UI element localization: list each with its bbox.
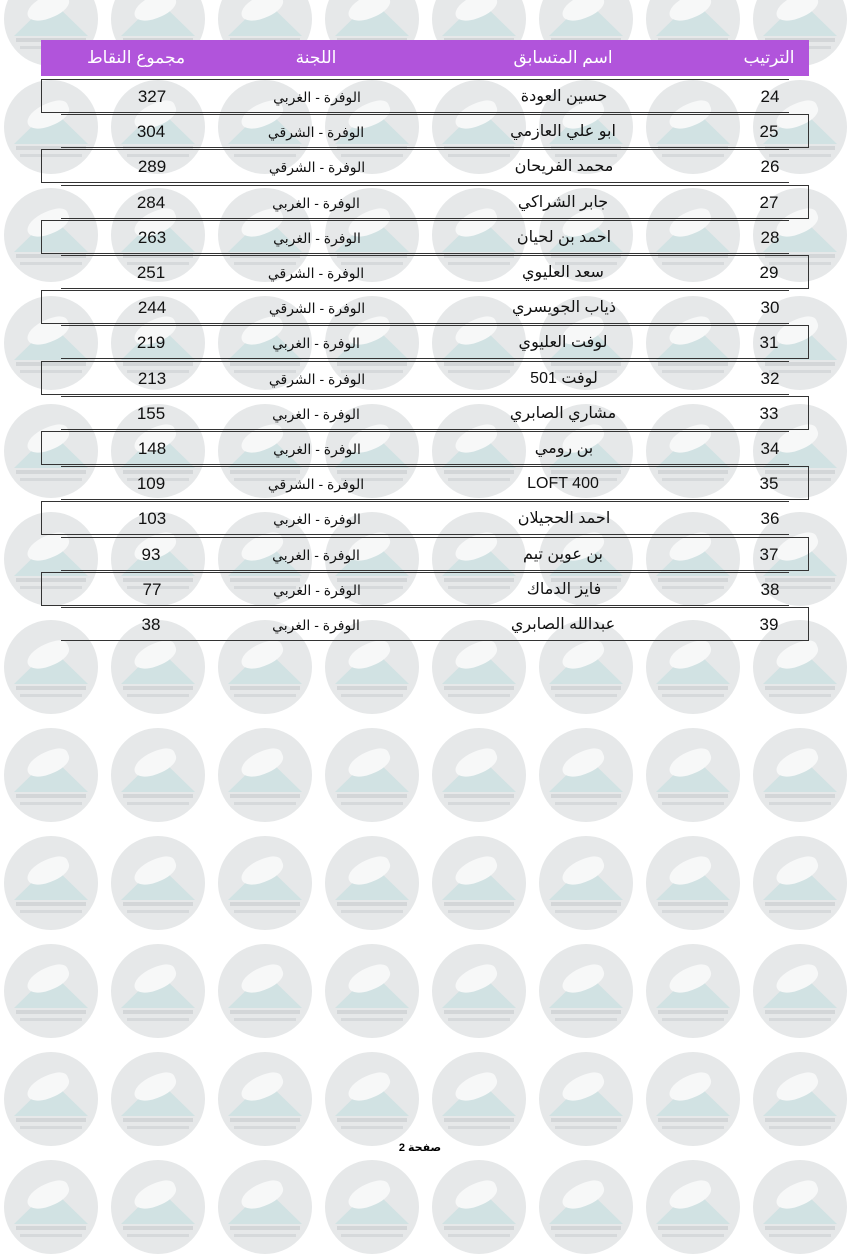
committee-cell: الوفرة - الغربي [273,511,361,527]
contestant-name-cell: LOFT 400 [527,475,599,492]
contestant-name-cell: بن عوين تيم [523,546,603,563]
rank-cell: 24 [760,87,780,106]
contestant-name-cell: محمد الفريحان [514,158,614,175]
points-cell: 213 [137,369,167,388]
committee-cell: الوفرة - الغربي [273,582,361,598]
points-cell: 327 [137,87,167,106]
contestant-name-cell: ذياب الجويسري [512,299,616,316]
rank-cell: 34 [760,439,780,458]
committee-cell: الوفرة - الغربي [273,89,361,105]
header-name: اسم المتسابق [513,48,613,67]
table-row [41,431,789,465]
table-row [41,290,789,324]
points-cell: 155 [136,404,166,423]
committee-cell: الوفرة - الغربي [273,230,361,246]
committee-cell: الوفرة - الشرقي [268,371,366,387]
table-row [41,572,789,606]
rank-cell: 31 [759,333,779,352]
points-cell: 251 [136,263,166,282]
contestant-name-cell: عبدالله الصابري [510,616,616,633]
rank-cell: 28 [760,228,780,247]
committee-cell: الوفرة - الغربي [272,406,360,422]
rank-cell: 35 [759,474,779,493]
points-cell: 148 [137,439,167,458]
points-cell: 38 [141,615,161,634]
contestant-name-cell: فايز الدماك [526,581,602,598]
rank-cell: 36 [760,509,780,528]
table-row [61,185,809,219]
table-row [61,325,809,359]
points-cell: 93 [141,545,161,564]
header-committee: اللجنة [295,48,337,67]
table-row [41,501,789,535]
rank-cell: 39 [759,615,779,634]
committee-cell: الوفرة - الشرقي [268,300,366,316]
table-row [41,149,789,183]
contestant-name-cell: ابو علي العازمي [510,123,616,140]
contestant-name-cell: بن رومي [534,440,594,457]
committee-cell: الوفرة - الغربي [272,335,360,351]
contestant-name-cell: احمد الحجيلان [517,510,611,527]
rank-cell: 25 [759,122,779,141]
points-cell: 103 [137,509,167,528]
contestant-name-cell: حسين العودة [520,88,608,105]
committee-cell: الوفرة - الشرقي [268,159,366,175]
rank-cell: 30 [760,298,780,317]
table-header [41,40,809,76]
table-row [61,537,809,571]
points-cell: 244 [137,298,167,317]
points-cell: 289 [137,157,167,176]
committee-cell: الوفرة - الغربي [272,547,360,563]
points-cell: 263 [137,228,167,247]
header-points: مجموع النقاط [86,48,186,67]
points-cell: 77 [142,580,162,599]
rank-cell: 32 [760,369,780,388]
rank-cell: 27 [759,193,779,212]
page-number: صفحة 2 [398,1142,442,1154]
points-cell: 304 [136,122,166,141]
rank-cell: 26 [760,157,780,176]
committee-cell: الوفرة - الغربي [272,195,360,211]
points-cell: 284 [136,193,166,212]
committee-cell: الوفرة - الشرقي [267,265,365,281]
rank-cell: 37 [759,545,779,564]
contestant-name-cell: لوفت العليوي [518,334,608,351]
header-rank: الترتيب [743,48,795,67]
contestant-name-cell: مشاري الصابري [509,405,617,422]
contestant-name-cell: جابر الشراكي [517,194,609,211]
committee-cell: الوفرة - الغربي [272,617,360,633]
table-row [41,79,789,113]
committee-cell: الوفرة - الشرقي [267,124,365,140]
rank-cell: 29 [759,263,779,282]
table-row [61,466,809,500]
table-row [61,255,809,289]
committee-cell: الوفرة - الغربي [273,441,361,457]
table-row [61,607,809,641]
table-row [41,361,789,395]
table-row [61,396,809,430]
points-cell: 109 [136,474,166,493]
contestant-name-cell: لوفت 501 [530,370,598,387]
points-cell: 219 [136,333,166,352]
table-row [41,220,789,254]
rank-cell: 38 [760,580,780,599]
committee-cell: الوفرة - الشرقي [267,476,365,492]
table-row [61,114,809,148]
contestant-name-cell: سعد العليوي [522,264,604,281]
rank-cell: 33 [759,404,779,423]
contestant-name-cell: احمد بن لحيان [516,229,612,246]
